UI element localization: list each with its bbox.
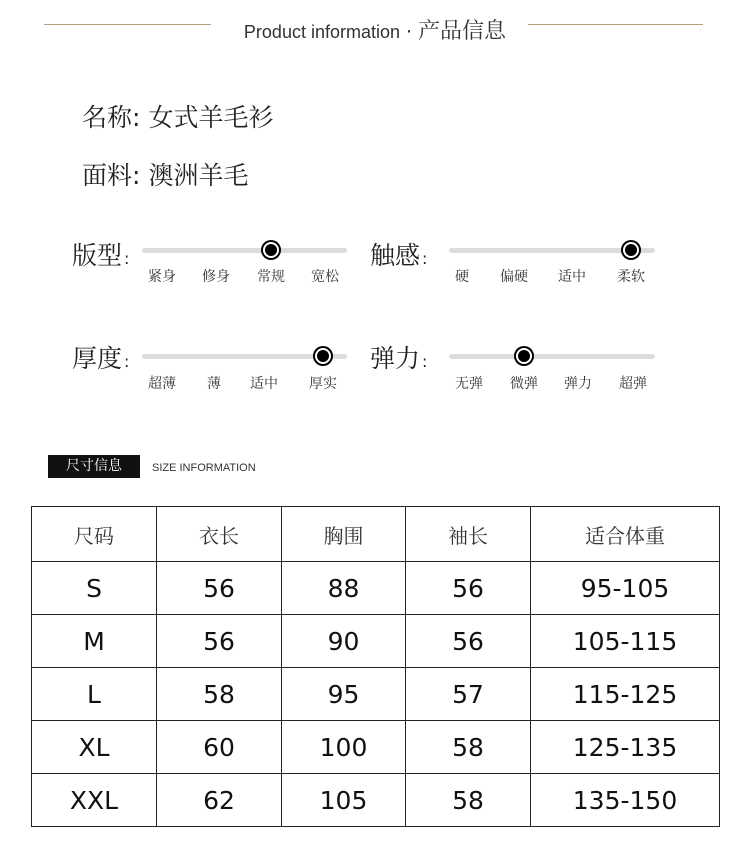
cell-size: S [32, 562, 157, 615]
cell-size: L [32, 668, 157, 721]
product-name-value: 女式羊毛衫 [148, 103, 274, 132]
scale-option: 厚实 [309, 376, 337, 392]
cell-length: 62 [157, 774, 282, 827]
cell-length: 56 [157, 615, 282, 668]
scale-option: 适中 [250, 376, 278, 392]
cell-weight: 105-115 [531, 615, 720, 668]
scale-option: 微弹 [510, 376, 538, 392]
table-row [32, 668, 720, 721]
cell-size: XXL [32, 774, 157, 827]
scale-label-text: 触感 [370, 241, 421, 270]
scale-marker-fit [263, 242, 279, 258]
scale-option: 硬 [455, 269, 469, 285]
cell-chest: 100 [282, 721, 406, 774]
scale-label-colon: : [124, 249, 130, 268]
table-row [32, 615, 720, 668]
size-table [31, 506, 720, 827]
scale-label-text: 弹力 [370, 344, 421, 373]
cell-chest: 90 [282, 615, 406, 668]
scale-track-elasticity [449, 354, 655, 359]
table-row [32, 774, 720, 827]
scale-label-text: 厚度 [72, 344, 123, 373]
header-weight: 适合体重 [531, 507, 720, 562]
cell-sleeve: 56 [406, 615, 531, 668]
fabric-row [82, 156, 248, 192]
scale-label-colon: : [124, 352, 130, 371]
cell-weight: 135-150 [531, 774, 720, 827]
scale-label-text: 版型 [72, 241, 123, 270]
header-chest: 胸围 [282, 507, 406, 562]
scale-marker-elasticity [516, 348, 532, 364]
scale-option: 超弹 [619, 376, 647, 392]
table-header-row [32, 507, 720, 562]
cell-chest: 95 [282, 668, 406, 721]
cell-size: XL [32, 721, 157, 774]
cell-length: 56 [157, 562, 282, 615]
scale-option: 修身 [202, 269, 230, 285]
header-size: 尺码 [32, 507, 157, 562]
size-info-subtitle: SIZE INFORMATION [152, 462, 256, 474]
fabric-value: 澳洲羊毛 [148, 161, 249, 190]
cell-weight: 95-105 [531, 562, 720, 615]
cell-weight: 115-125 [531, 668, 720, 721]
cell-weight: 125-135 [531, 721, 720, 774]
cell-sleeve: 58 [406, 774, 531, 827]
cell-chest: 88 [282, 562, 406, 615]
scale-option: 宽松 [311, 269, 339, 285]
product-name-row [82, 98, 273, 134]
product-name-label: 名称: [82, 103, 141, 132]
table-row [32, 562, 720, 615]
header-sleeve: 袖长 [406, 507, 531, 562]
scale-option: 常规 [257, 269, 285, 285]
scale-option: 薄 [207, 376, 221, 392]
scale-option: 适中 [558, 269, 586, 285]
table-row [32, 721, 720, 774]
scale-label-thickness [72, 339, 129, 375]
scale-option: 偏硬 [500, 269, 528, 285]
section-title [0, 14, 750, 45]
scale-label-touch [370, 236, 427, 272]
cell-length: 60 [157, 721, 282, 774]
fabric-label: 面料: [82, 161, 141, 190]
scale-option: 超薄 [148, 376, 176, 392]
size-info-tag: 尺寸信息 [48, 455, 140, 478]
cell-sleeve: 56 [406, 562, 531, 615]
cell-sleeve: 57 [406, 668, 531, 721]
scale-option: 弹力 [564, 376, 592, 392]
scale-option: 柔软 [617, 269, 645, 285]
cell-length: 58 [157, 668, 282, 721]
header-length: 衣长 [157, 507, 282, 562]
scale-label-colon: : [422, 352, 428, 371]
scale-label-elasticity [370, 339, 427, 375]
scale-marker-touch [623, 242, 639, 258]
scale-marker-thickness [315, 348, 331, 364]
title-cn: 产品信息 [418, 19, 507, 44]
title-separator: · [406, 21, 413, 43]
cell-chest: 105 [282, 774, 406, 827]
scale-option: 无弹 [455, 376, 483, 392]
cell-sleeve: 58 [406, 721, 531, 774]
scale-option: 紧身 [148, 269, 176, 285]
scale-label-fit [72, 236, 129, 272]
cell-size: M [32, 615, 157, 668]
scale-track-fit [142, 248, 347, 253]
title-en: Product information [243, 22, 400, 42]
scale-label-colon: : [422, 249, 428, 268]
